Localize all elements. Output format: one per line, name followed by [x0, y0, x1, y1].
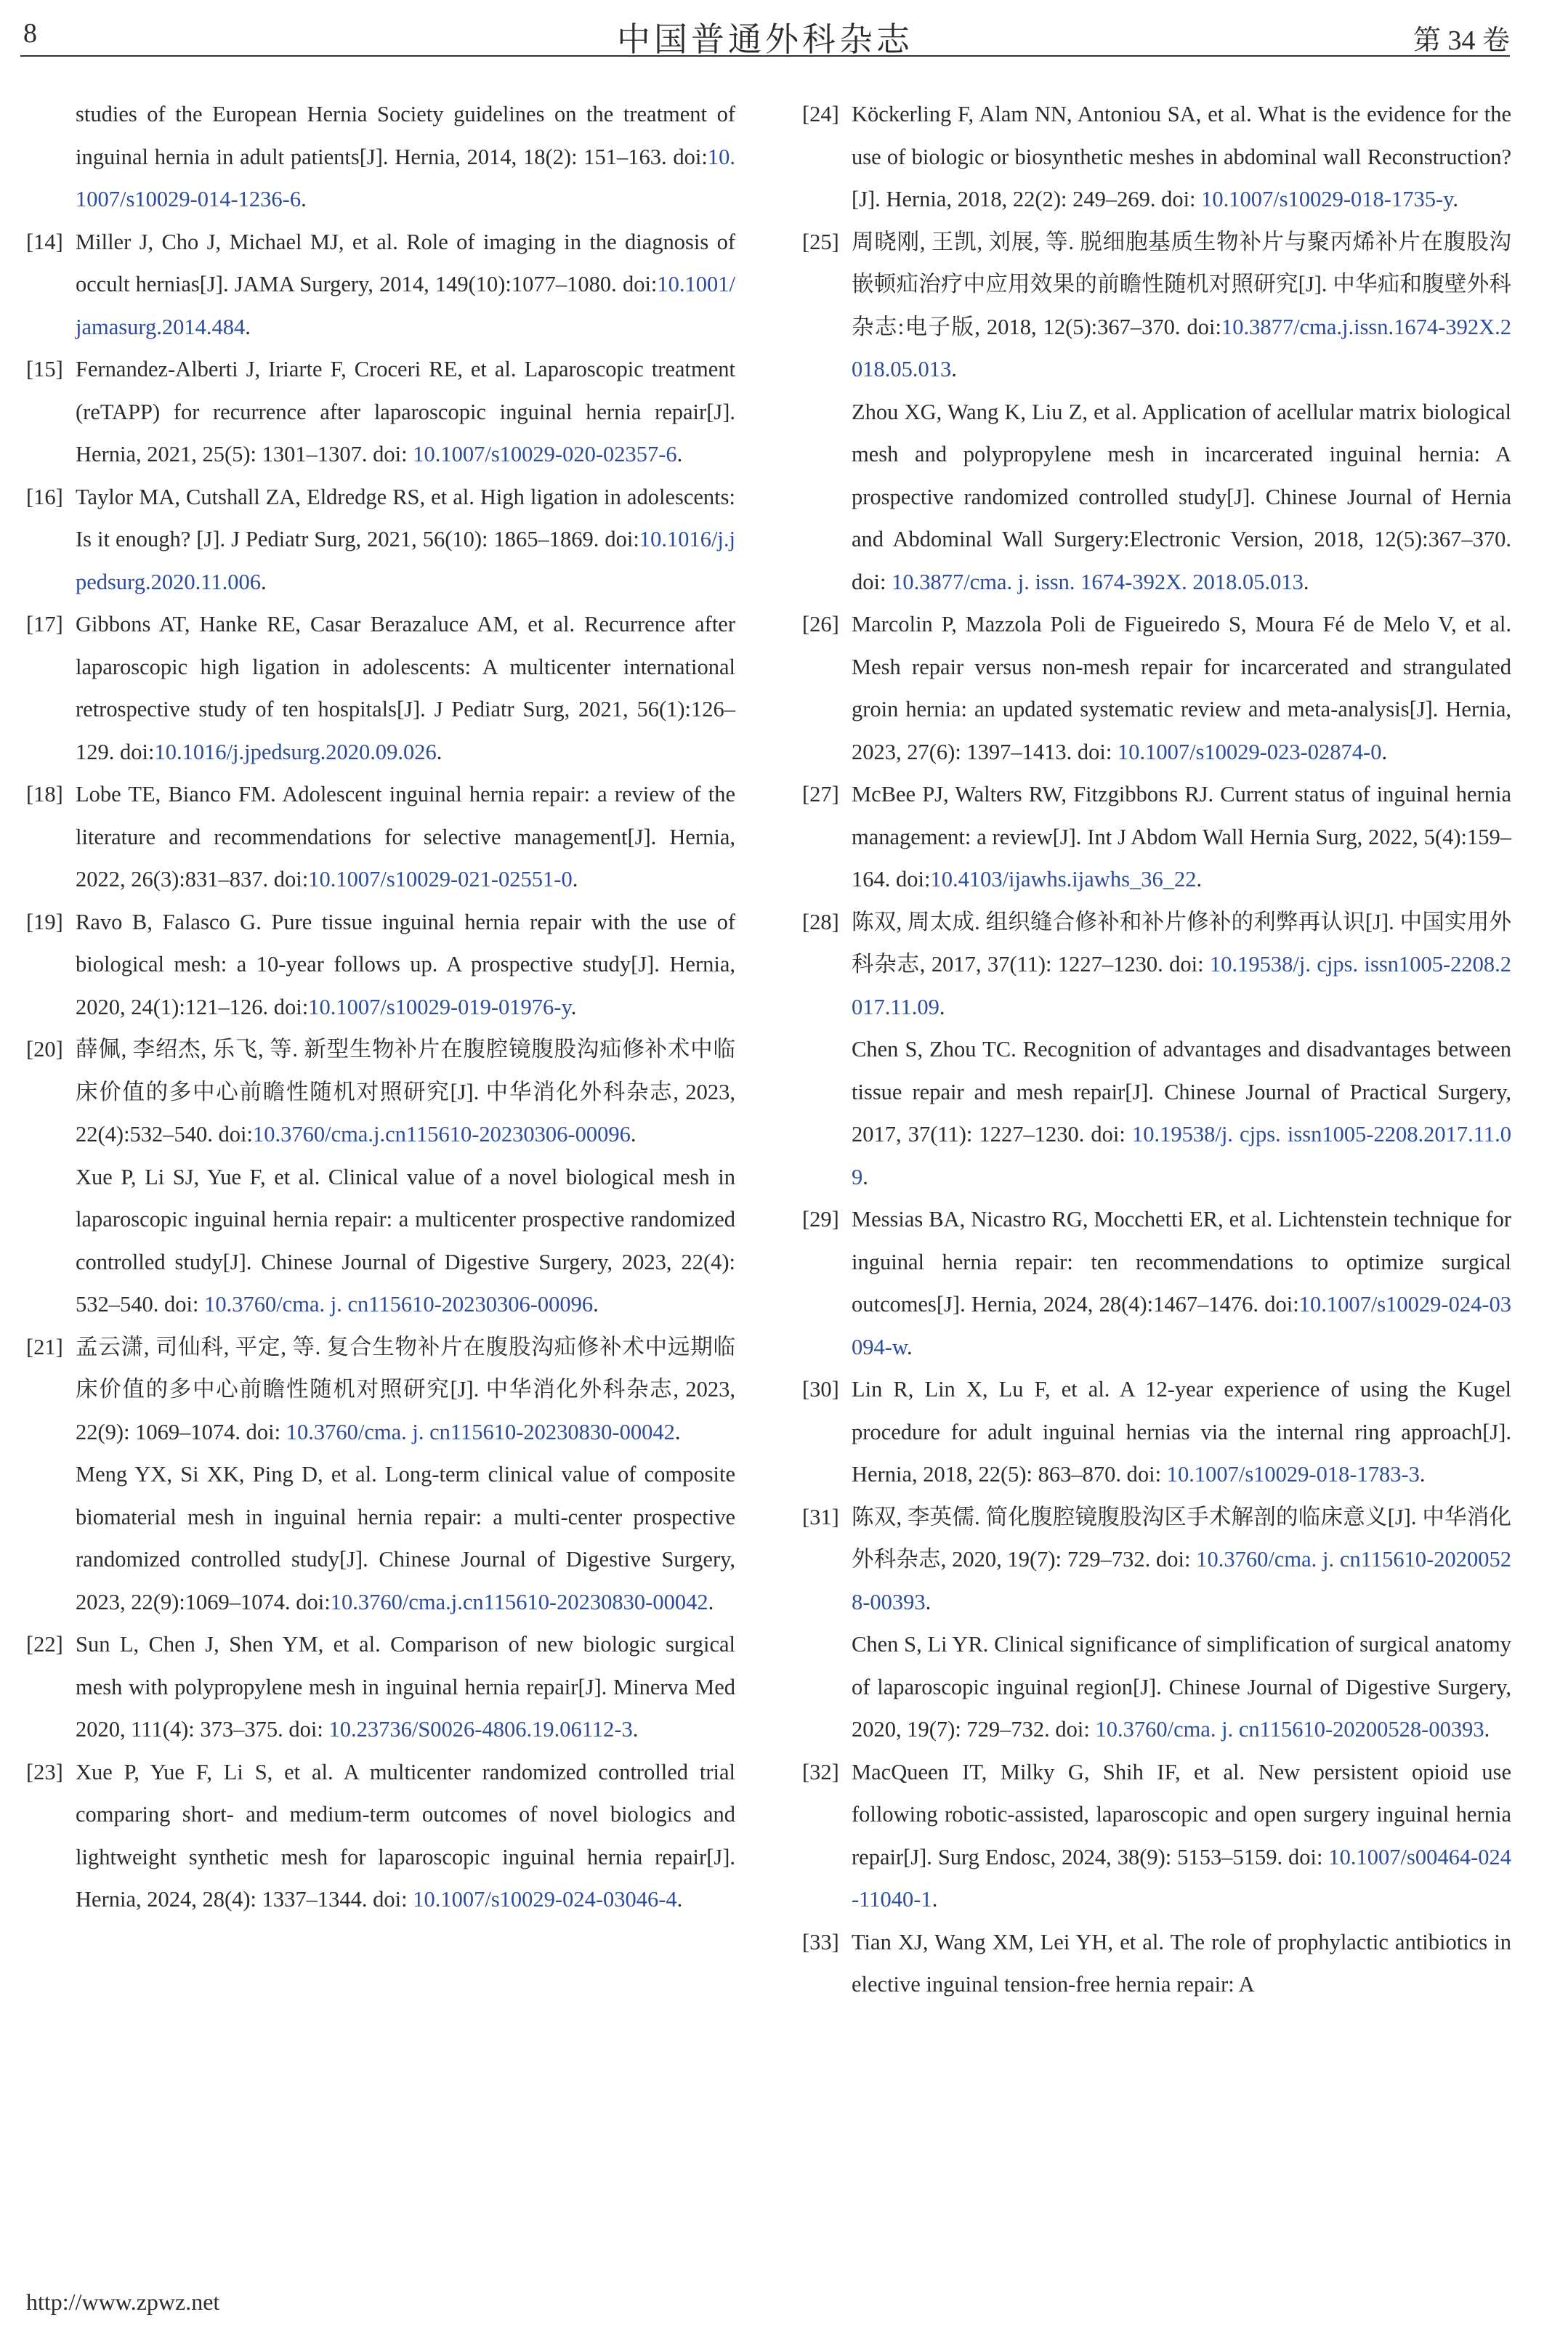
reference-number: [17]: [26, 612, 63, 636]
right-column: [802, 93, 1511, 2006]
reference-number: [19]: [26, 909, 63, 934]
reference-end: .: [1419, 1462, 1426, 1487]
reference-end: .: [1484, 1717, 1490, 1742]
reference-end: .: [708, 1589, 714, 1614]
reference-item: [26, 1326, 735, 1624]
reference-text: MacQueen IT, Milky G, Shih IF, et al. New persistent opioid use following robotic-assisted, laparoscopic and open surgery inguinal hernia repair[J]. Surg Endosc, 2024, 38(9): 5153–5159. doi:: [852, 1759, 1511, 1869]
reference-end: .: [245, 314, 251, 339]
reference-item: [802, 901, 1511, 1199]
reference-item: [802, 221, 1511, 604]
reference-end: .: [939, 994, 945, 1019]
doi-link[interactable]: 10.4103/ijawhs.ijawhs_36_22: [930, 867, 1197, 891]
reference-end: .: [632, 1717, 639, 1742]
reference-english-translation: [76, 1453, 735, 1623]
left-column: [26, 93, 735, 1921]
reference-end: .: [951, 357, 957, 381]
reference-english-text: Chen S, Li YR. Clinical significance of simplification of surgical anatomy of laparoscopic inguinal region[J]. Chinese Journal of Digestive Surgery, 2020, 19(7): 729–732. doi:: [852, 1632, 1511, 1742]
reference-item: [26, 93, 735, 221]
doi-link[interactable]: 10.1007/s10029-020-02357-6: [413, 442, 677, 466]
doi-link[interactable]: 10.3760/cma.j.cn115610-20230306-00096: [253, 1122, 631, 1147]
reference-end: .: [1196, 867, 1203, 891]
reference-item: [26, 476, 735, 604]
page-number: 8: [23, 18, 37, 49]
reference-text: Taylor MA, Cutshall ZA, Eldredge RS, et al. High ligation in adolescents: Is it enough? [J]. J Pediatr Surg, 2021, 56(10): 1865–1869. doi:: [76, 484, 735, 551]
reference-text: 薛佩, 李绍杰, 乐飞, 等. 新型生物补片在腹腔镜腹股沟疝修补术中临床价值的多中心前瞻性随机对照研究[J]. 中华消化外科杂志, 2023, 22(4):532–540. doi:: [76, 1037, 735, 1147]
doi-link[interactable]: 10.1007/s10029-014-1236-6: [76, 144, 735, 211]
doi-link[interactable]: 10.3877/cma.j.issn.1674-392X.2018.05.013: [852, 314, 1511, 381]
reference-text: Marcolin P, Mazzola Poli de Figueiredo S, Moura Fé de Melo V, et al. Mesh repair versus non-mesh repair for incarcerated and strangulated groin hernia: an updated systematic review and meta-analysis[J]. Hernia, 2023, 27(6): 1397–1413. doi:: [852, 612, 1511, 764]
reference-number: [27]: [802, 782, 839, 806]
doi-link[interactable]: 10.1007/s00464-024-11040-1: [852, 1844, 1511, 1912]
reference-english-text: Chen S, Zhou TC. Recognition of advantages and disadvantages between tissue repair and mesh repair[J]. Chinese Journal of Practical Surgery, 2017, 37(11): 1227–1230. doi:: [852, 1037, 1511, 1147]
reference-number: [15]: [26, 357, 63, 381]
reference-text: Miller J, Cho J, Michael MJ, et al. Role of imaging in the diagnosis of occult hernias[J]. JAMA Surgery, 2014, 149(10):1077–1080. doi:: [76, 229, 735, 296]
reference-end: .: [570, 994, 577, 1019]
reference-number: [23]: [26, 1759, 63, 1784]
reference-number: [25]: [802, 229, 839, 254]
reference-number: [32]: [802, 1759, 839, 1784]
reference-number: [26]: [802, 612, 839, 636]
doi-link[interactable]: 10.1007/s10029-021-02551-0: [308, 867, 573, 891]
doi-link[interactable]: 10.1007/s10029-018-1783-3: [1166, 1462, 1420, 1487]
reference-number: [20]: [26, 1037, 63, 1062]
reference-text: Tian XJ, Wang XM, Lei YH, et al. The role of prophylactic antibiotics in elective inguinal tension-free hernia repair: A: [852, 1929, 1511, 1997]
reference-text: Gibbons AT, Hanke RE, Casar Berazaluce AM, et al. Recurrence after laparoscopic high ligation in adolescents: A multicenter international retrospective study of ten hospitals[J]. J Pediatr Surg, 2021, 56(1):126–129. doi:: [76, 612, 735, 764]
reference-text: 孟云潇, 司仙科, 平定, 等. 复合生物补片在腹股沟疝修补术中远期临床价值的多中心前瞻性随机对照研究[J]. 中华消化外科杂志, 2023, 22(9): 1069–1074. doi:: [76, 1334, 735, 1444]
reference-end: .: [676, 442, 683, 466]
doi-link[interactable]: 10.1007/s10029-024-03046-4: [413, 1887, 677, 1912]
reference-item: [802, 773, 1511, 901]
reference-text: studies of the European Hernia Society guidelines on the treatment of inguinal hernia in adult patients[J]. Hernia, 2014, 18(2): 151–163. doi:: [76, 102, 735, 169]
reference-end: .: [301, 187, 307, 211]
reference-text: McBee PJ, Walters RW, Fitzgibbons RJ. Current status of inguinal hernia management: a review[J]. Int J Abdom Wall Hernia Surg, 2022, 5(4):159–164. doi:: [852, 782, 1511, 891]
page-header: [20, 10, 1510, 57]
reference-end: .: [1303, 569, 1309, 594]
reference-text: Ravo B, Falasco G. Pure tissue inguinal hernia repair with the use of biological mesh: a 10-year follows up. A prospective study[J]. Hernia, 2020, 24(1):121–126. doi:: [76, 909, 735, 1019]
doi-link[interactable]: 10.3877/cma. j. issn. 1674-392X. 2018.05.013: [892, 569, 1304, 594]
reference-number: [24]: [802, 102, 839, 126]
reference-number: [28]: [802, 909, 839, 934]
reference-text: Xue P, Yue F, Li S, et al. A multicenter randomized controlled trial comparing short- and medium-term outcomes of novel biologics and lightweight synthetic mesh for laparoscopic inguinal hernia repair[J]. Hernia, 2024, 28(4): 1337–1344. doi:: [76, 1759, 735, 1912]
reference-text: 陈双, 李英儒. 简化腹腔镜腹股沟区手术解剖的临床意义[J]. 中华消化外科杂志, 2020, 19(7): 729–732. doi:: [852, 1504, 1511, 1572]
doi-link[interactable]: 10.1007/s10029-018-1735-y: [1201, 187, 1453, 211]
reference-end: .: [906, 1334, 913, 1359]
reference-text: Lobe TE, Bianco FM. Adolescent inguinal hernia repair: a review of the literature and recommendations for selective management[J]. Hernia, 2022, 26(3):831–837. doi:: [76, 782, 735, 891]
reference-number: [33]: [802, 1929, 839, 1954]
doi-link[interactable]: 10.3760/cma. j. cn115610-20230830-00042: [286, 1419, 675, 1444]
reference-english-text: Zhou XG, Wang K, Liu Z, et al. Application of acellular matrix biological mesh and polypropylene mesh in incarcerated inguinal hernia: A prospective randomized controlled study[J]. Chinese Journal of Hernia and Abdominal Wall Surgery:Electronic Version, 2018, 12(5):367–370. doi:: [852, 399, 1511, 594]
reference-number: [30]: [802, 1377, 839, 1402]
reference-end: .: [925, 1589, 931, 1614]
reference-item: [26, 603, 735, 773]
reference-text: Lin R, Lin X, Lu F, et al. A 12-year experience of using the Kugel procedure for adult inguinal hernias via the internal ring approach[J]. Hernia, 2018, 22(5): 863–870. doi:: [852, 1377, 1511, 1487]
reference-end: .: [630, 1122, 637, 1147]
volume-label: 第 34 卷: [1413, 25, 1510, 56]
journal-title: 中国普通外科杂志: [617, 21, 913, 58]
reference-english-translation: [852, 391, 1511, 604]
doi-link[interactable]: 10.1007/s10029-019-01976-y: [308, 994, 571, 1019]
reference-english-text: Xue P, Li SJ, Yue F, et al. Clinical value of a novel biological mesh in laparoscopic inguinal hernia repair: a multicenter prospective randomized controlled study[J]. Chinese Journal of Digestive Surgery, 2023, 22(4): 532–540. doi:: [76, 1164, 735, 1317]
reference-text: Köckerling F, Alam NN, Antoniou SA, et al. What is the evidence for the use of biologic or biosynthetic meshes in abdominal wall Reconstruction? [J]. Hernia, 2018, 22(2): 249–269. doi:: [852, 102, 1511, 211]
reference-end: .: [572, 867, 578, 891]
reference-item: [802, 1368, 1511, 1496]
reference-text: 陈双, 周太成. 组织缝合修补和补片修补的利弊再认识[J]. 中国实用外科杂志, 2017, 37(11): 1227–1230. doi:: [852, 909, 1511, 976]
doi-link[interactable]: 10.1016/j.jpedsurg.2020.11.006: [76, 527, 735, 594]
reference-english-translation: [852, 1623, 1511, 1751]
doi-link[interactable]: 10.1007/s10029-023-02874-0: [1118, 739, 1382, 764]
reference-end: .: [674, 1419, 681, 1444]
reference-english-translation: [76, 1156, 735, 1326]
reference-end: .: [676, 1887, 683, 1912]
reference-number: [31]: [802, 1504, 839, 1529]
reference-item: [26, 901, 735, 1029]
doi-link[interactable]: 10.3760/cma. j. cn115610-20230306-00096: [204, 1292, 594, 1317]
reference-number: [14]: [26, 229, 63, 254]
reference-text: Sun L, Chen J, Shen YM, et al. Comparison of new biologic surgical mesh with polypropylene mesh in inguinal hernia repair[J]. Minerva Med 2020, 111(4): 373–375. doi:: [76, 1632, 735, 1742]
doi-link[interactable]: 10.1001/jamasurg.2014.484: [76, 272, 735, 339]
reference-item: [802, 1751, 1511, 1921]
reference-text: 周晓刚, 王凯, 刘展, 等. 脱细胞基质生物补片与聚丙烯补片在腹股沟嵌顿疝治疗中应用效果的前瞻性随机对照研究[J]. 中华疝和腹壁外科杂志:电子版, 2018, 12(5):367–370. doi:: [852, 229, 1511, 339]
reference-end: .: [1381, 739, 1388, 764]
reference-end: .: [931, 1887, 938, 1912]
reference-number: [22]: [26, 1632, 63, 1657]
reference-english-text: Meng YX, Si XK, Ping D, et al. Long-term clinical value of composite biomaterial mesh in inguinal hernia repair: a multi-center prospective randomized controlled study[J]. Chinese Journal of Digestive Surgery, 2023, 22(9):1069–1074. doi:: [76, 1462, 735, 1614]
reference-english-translation: [852, 1028, 1511, 1198]
reference-number: [16]: [26, 484, 63, 509]
reference-end: .: [593, 1292, 599, 1317]
reference-item: [26, 773, 735, 901]
reference-end: .: [261, 569, 267, 594]
reference-number: [18]: [26, 782, 63, 806]
doi-link[interactable]: 10.3760/cma. j. cn115610-20200528-00393: [1095, 1717, 1484, 1742]
reference-text: Messias BA, Nicastro RG, Mocchetti ER, et al. Lichtenstein technique for inguinal hernia repair: ten recommendations to optimize surgical outcomes[J]. Hernia, 2024, 28(4):1467–1476. doi:: [852, 1207, 1511, 1317]
doi-link[interactable]: 10.3760/cma.j.cn115610-20230830-00042: [330, 1589, 708, 1614]
doi-link[interactable]: 10.1016/j.jpedsurg.2020.09.026: [154, 739, 437, 764]
reference-item: [26, 348, 735, 476]
reference-item: [802, 1921, 1511, 2006]
reference-number: [29]: [802, 1207, 839, 1232]
reference-end: .: [862, 1164, 868, 1189]
reference-item: [26, 1028, 735, 1326]
reference-item: [802, 1496, 1511, 1751]
reference-item: [26, 221, 735, 349]
reference-item: [26, 1623, 735, 1751]
reference-text: Fernandez-Alberti J, Iriarte F, Croceri RE, et al. Laparoscopic treatment (reTAPP) for recurrence after laparoscopic inguinal hernia repair[J]. Hernia, 2021, 25(5): 1301–1307. doi:: [76, 357, 735, 466]
reference-item: [802, 93, 1511, 221]
reference-number: [21]: [26, 1334, 63, 1359]
doi-link[interactable]: 10.19538/j. cjps. issn1005-2208.2017.11.09: [852, 952, 1512, 1019]
reference-end: .: [436, 739, 442, 764]
doi-link[interactable]: 10.1007/s10029-024-03094-w: [852, 1292, 1511, 1359]
reference-item: [802, 1198, 1511, 1368]
doi-link[interactable]: 10.19538/j. cjps. issn1005-2208.2017.11.09: [852, 1122, 1511, 1189]
reference-item: [26, 1751, 735, 1921]
footer-url[interactable]: http://www.zpwz.net: [26, 2289, 220, 2315]
reference-item: [802, 603, 1511, 773]
doi-link[interactable]: 10.3760/cma. j. cn115610-20200528-00393: [852, 1547, 1511, 1614]
reference-end: .: [1452, 187, 1458, 211]
doi-link[interactable]: 10.23736/S0026-4806.19.06112-3: [328, 1717, 633, 1742]
